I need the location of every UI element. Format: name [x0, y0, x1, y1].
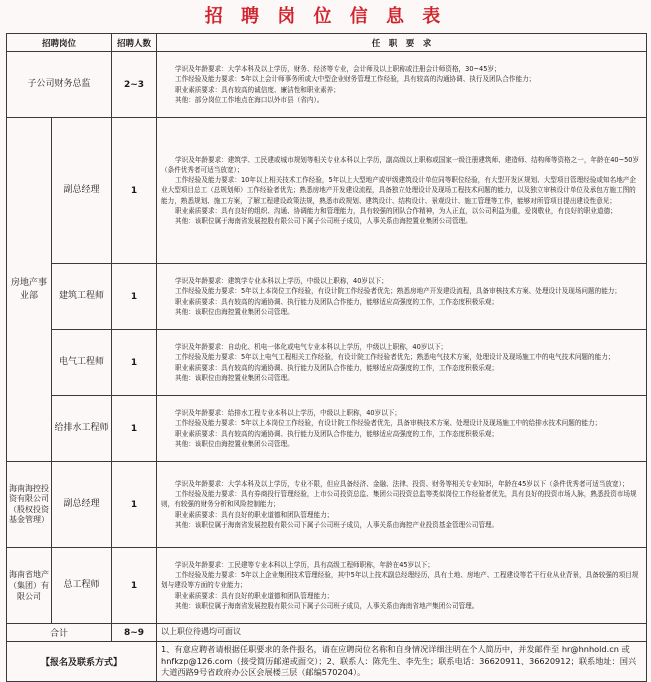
count-cell: 1 [112, 118, 157, 264]
req-line: 工作经验及能力要求：5年以上电气工程相关工作经验，有设计院工作经验者优先；熟悉电气技术方案，处理设计及现场施工中的电气技术问题的能力； [175, 353, 615, 362]
table-row [7, 330, 647, 396]
count-cell: 1 [112, 548, 157, 624]
total-label: 合计 [7, 624, 112, 642]
req-line: 学识及年龄要求：大学本科及以上学历，专业不限，但应具备经济、金融、法律、投资、财务等相关专业知识，年龄在45岁以下（条件优秀者可适当放宽）； [175, 479, 629, 488]
count-cell: 2~3 [112, 52, 157, 118]
req-line: 职业素质要求：具有较高的沟通协调、执行能力及团队合作能力，能够适应高强度的工作，工作态度积极乐观； [175, 297, 499, 306]
table-row [7, 264, 647, 330]
count-cell: 1 [112, 330, 157, 396]
requirements-cell [157, 462, 647, 548]
position-cell: 副总经理 [52, 462, 112, 548]
req-line: 学识及年龄要求：自动化、机电一体化或电气专业本科以上学历，中级以上职称，40岁以下； [175, 343, 448, 352]
req-line: 职业素质要求：具有较高的沟通协调、执行能力及团队合作能力，能够适应高强度的工作，工作态度积极乐观； [175, 363, 499, 372]
requirements-cell [157, 264, 647, 330]
recruitment-table [6, 33, 647, 682]
requirements-cell [157, 548, 647, 624]
header-count: 招聘人数 [112, 34, 157, 52]
header-row [7, 34, 647, 52]
total-count: 8~9 [112, 624, 157, 642]
table-row [7, 462, 647, 548]
requirements-cell [157, 330, 647, 396]
group-real-estate: 房地产事业部 [7, 118, 52, 462]
req-line: 工作经验及能力要求：具有券商投行管理经验，上市公司投资总监、集团公司投资总监等类似岗位工作经验者优先，具有良好的投资市场人脉，熟悉投资市场规则，有较强的财务分析和风险控制能力； [161, 490, 637, 509]
count-cell: 1 [112, 462, 157, 548]
count-cell: 1 [112, 264, 157, 330]
contact-text: 1、有意应聘者请根据任职要求的条件报名，请在应聘岗位名称和自身情况详细注明在个人简历中，并发邮件至 hr@hnhold.cn 或 hnfkzp@126.com（接受简历邮递或面交）；2、联系人：陈先生、李先生；联系电话：36620911、36620912；联系地址：国兴大道西路9号省政府办公区会展楼三层（邮编570204）。 [157, 642, 647, 682]
req-line: 工作经验及能力要求：5年以上本岗位工作经验，有设计院工作经验者优先；熟悉房地产开发建设流程，具备审核技术方案、处理设计及现场问题的能力； [175, 287, 621, 296]
table-row [7, 548, 647, 624]
header-position: 招聘岗位 [7, 34, 112, 52]
req-line: 工作经验及能力要求：5年以上会计师事务所或大中型企业财务管理工作经验，具有较高的沟通协调、执行及团队合作能力； [175, 75, 536, 84]
req-line: 其他：该职位由海控置业集团公司管理。 [175, 439, 294, 448]
requirements-cell [157, 118, 647, 264]
req-line: 学识及年龄要求：工民建等专业本科以上学历，具有高级工程师职称，年龄在45岁以下； [175, 560, 434, 569]
req-line: 其他：部分岗位工作地点在海口以外市县（省内）。 [175, 95, 324, 104]
position-cell: 给排水工程师 [52, 396, 112, 462]
group-agri-company: 海南省地产（集团）有限公司 [7, 548, 52, 624]
header-requirements: 任 职 要 求 [157, 34, 647, 52]
req-line: 其他：该职位由海控置业集团公司管理。 [175, 373, 294, 382]
req-line: 学识及年龄要求：建筑学、工民建或城市规划等相关专业本科以上学历，副高级以上职称或国家一级注册建筑师、建造师、结构师等资格之一，年龄在40~50岁（条件优秀者可适当放宽）； [161, 155, 640, 174]
group-fund-company: 海南海控投资有限公司（股权投资基金管理） [7, 462, 52, 548]
contact-row [7, 642, 647, 682]
total-row [7, 624, 647, 642]
req-line: 其他：该职位属于海南省发展控股有限公司下属子公司班子成员，人事关系由海南省地产集团公司管理。 [175, 601, 479, 610]
req-line: 职业素质要求：具有良好的职业道德和团队管理能力； [175, 510, 334, 519]
req-line: 其他：该职位由海控置业集团公司管理。 [175, 307, 294, 316]
req-line: 职业素质要求：具有较高的沟通协调、执行能力及团队合作能力，能够适应高强度的工作，工作态度积极乐观； [175, 429, 499, 438]
position-cell: 子公司财务总监 [7, 52, 112, 118]
table-row [7, 52, 647, 118]
requirements-cell [157, 52, 647, 118]
req-line: 工作经验及能力要求：5年以上企业集团技术管理经验，其中5年以上技术副总经理经历，具有土地、房地产、工程建设等若干行业从业背景，具备较强的项目规划与建设等方面的专业能力； [161, 571, 639, 590]
req-line: 学识及年龄要求：建筑学专业本科以上学历，中级以上职称，40岁以下； [175, 277, 388, 286]
req-line: 职业素质要求：具有良好的职业道德和团队管理能力； [175, 591, 334, 600]
req-line: 工作经验及能力要求：10年以上相关技术工作经验，5年以上大型地产或甲级建筑设计单位同等职位经验，有大型开发区规划、大型项目管理经验或知名地产企业大型项目总工（总规划师）工作经验者优先；熟悉房地产开发建设流程，具备独立处理设计及现场工程技术问题的能力，以及独立审核设计单位及承包方施工图的能力，熟悉规划、施工方案，了解工程建设政策法规，熟悉市政规划、建筑设计、结构设计、景观设计、施工管理等工作，能够对所管项目提出建设性意见； [161, 176, 636, 205]
req-line: 职业素质要求：具有较高的诚信度、廉洁性和职业素养； [175, 85, 340, 94]
req-line: 工作经验及能力要求：5年以上本岗位工作经验，有设计院工作经验者优先，具备审核技术方案、处理设计及现场施工中的给排水技术问题的能力； [175, 419, 602, 428]
count-cell: 1 [112, 396, 157, 462]
position-cell: 电气工程师 [52, 330, 112, 396]
req-line: 学识及年龄要求：大学本科及以上学历，财务、经济等专业，会计师及以上职称或注册会计师资格，30~45岁； [175, 65, 501, 74]
requirements-cell [157, 396, 647, 462]
req-line: 职业素质要求：具有良好的组织、沟通、协调能力和管理能力，具有较强的团队合作精神，为人正直，以公司利益为重，爱岗敬业，有良好的职业道德； [175, 206, 617, 215]
req-line: 其他：该职位属于海南省发展控股有限公司下属子公司班子成员，人事关系由海控产业投资基金管理公司管理。 [175, 520, 499, 529]
position-cell: 建筑工程师 [52, 264, 112, 330]
table-row [7, 118, 647, 264]
contact-label: 【报名及联系方式】 [7, 642, 157, 682]
total-note: 以上职位待遇均可面议 [157, 624, 647, 642]
table-row [7, 396, 647, 462]
page-title: 招 聘 岗 位 信 息 表 [204, 6, 447, 27]
req-line: 其他：该职位属于海南省发展控股有限公司下属子公司班子成员，人事关系由海控置业集团公司管理。 [175, 217, 472, 225]
position-cell: 副总经理 [52, 118, 112, 264]
position-cell: 总工程师 [52, 548, 112, 624]
req-line: 学识及年龄要求：给排水工程专业本科以上学历，中级以上职称，40岁以下； [175, 409, 401, 418]
